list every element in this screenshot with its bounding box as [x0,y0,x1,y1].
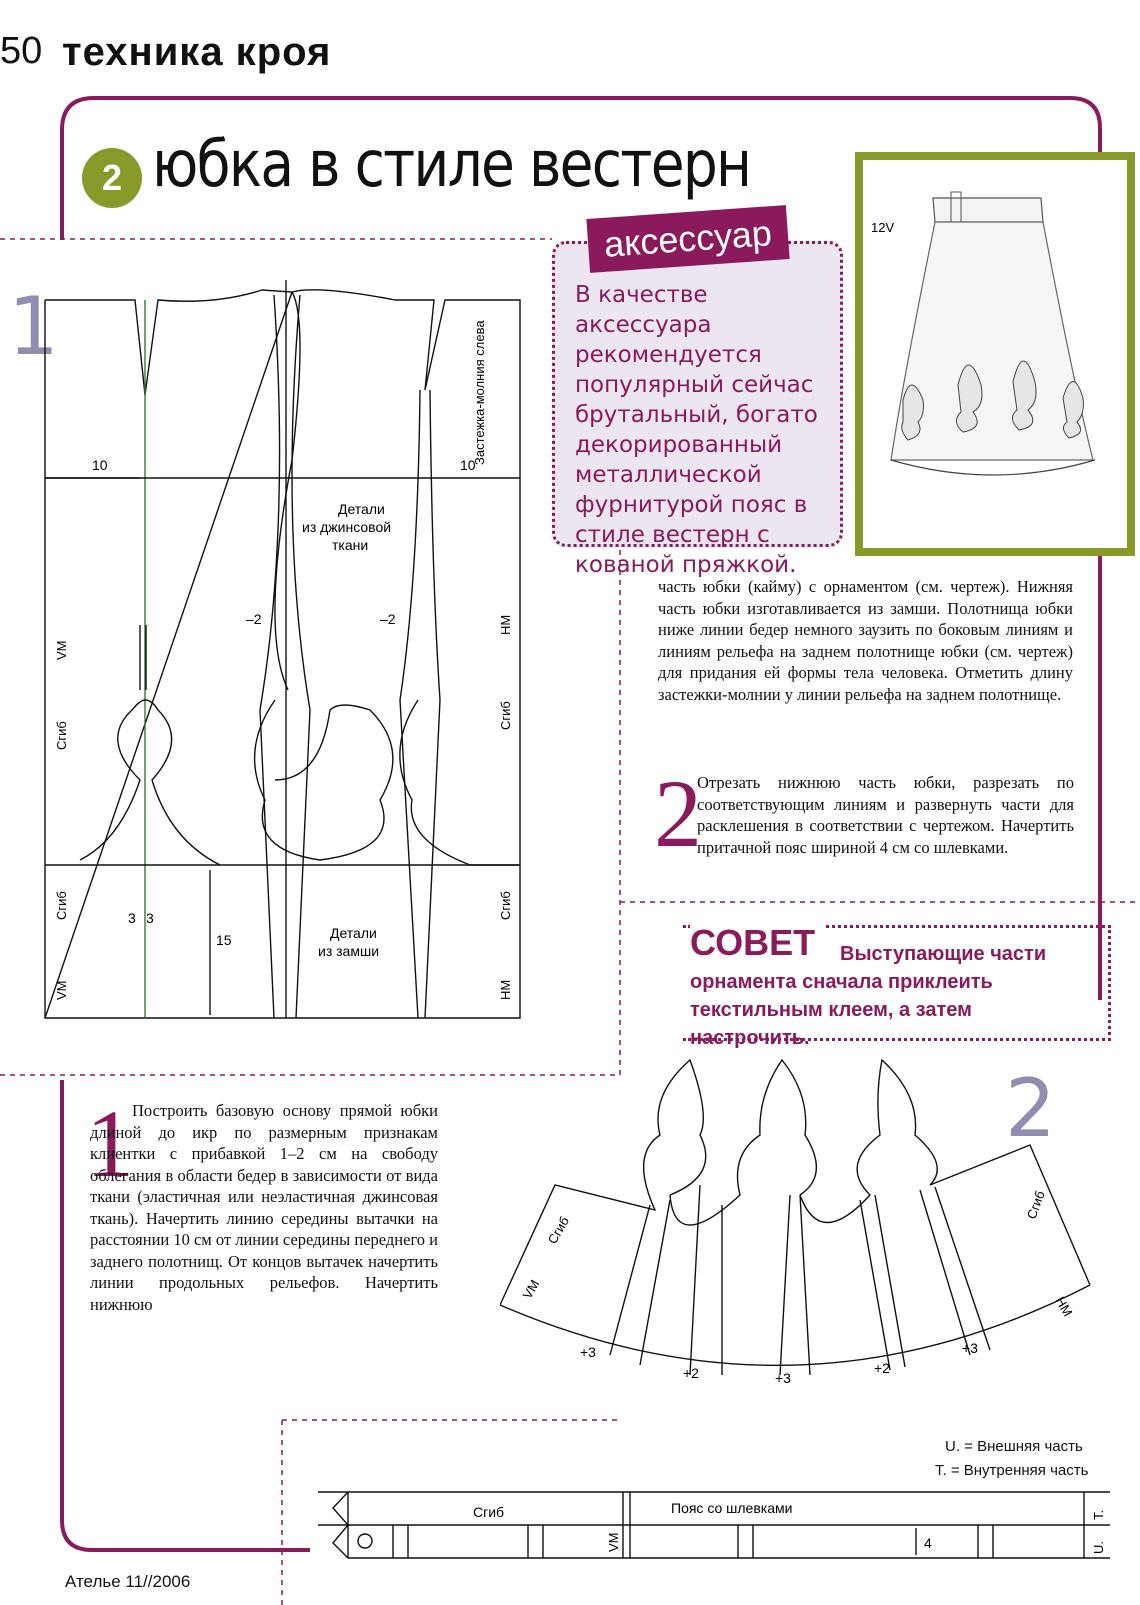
fig2-add-4: +2 [874,1360,890,1376]
fig2-add-3: +3 [775,1370,791,1386]
legend-u: U. = Внешняя часть [945,1438,1083,1455]
label-fold-right-bottom: Сгиб [498,891,513,920]
figure2-pattern [500,1055,1120,1425]
section-badge: 2 [82,148,142,208]
skirt-illustration [863,160,1127,548]
dim-3-left: 3 [128,910,136,926]
dim-3-right: 3 [146,910,154,926]
section-title: техника кроя [62,30,332,74]
label-suede-2: из замши [318,943,380,959]
accessory-text: В качестве аксессуара рекомендуется популярный сейчас брутальный, богато декорированный металлической фурнитурой пояс в стиле вестерн с кованой пряжкой. [575,282,818,578]
fig2-label-fold-left: Сгиб [544,1214,573,1247]
figure2-number: 2 [1005,1062,1056,1155]
label-suede-1: Детали [330,925,377,941]
accessory-tag: аксессуар [586,205,789,273]
label-denim-1: Детали [338,501,385,517]
skirt-sketch [855,152,1135,556]
dim-10-left: 10 [92,457,108,473]
dim-minus2-left: –2 [246,611,262,627]
figure1-pattern [40,280,540,1040]
fig2-label-hm: HM [1052,1294,1076,1320]
waistband-title: Пояс со шлевками [671,1500,793,1516]
label-hm-bottom: HM [498,979,513,1000]
dim-10-right: 10 [460,457,476,473]
step2-text: Отрезать нижнюю часть юбки, разрезать по соответствующим линиям и развернуть части для расклешения в соответствии с чертежом. Начертить притачной пояс шириной 4 см со шлевками. [697,773,1074,857]
waistband-fold: Сгиб [473,1504,505,1520]
label-vm-bottom: VM [54,980,69,1000]
footer-issue: Ателье 11//2006 [65,1572,191,1591]
advice-title: СОВЕТ [690,922,825,964]
label-vm-top: VM [54,640,69,660]
label-fold-left-bottom: Сгиб [54,891,69,920]
label-denim-2: из джинсовой [302,519,392,535]
waistband-vm: VM [606,1532,621,1552]
label-fold-left-top: Сгиб [54,721,69,750]
label-hm-top: HM [498,614,513,635]
fig2-add-1: +3 [580,1344,596,1360]
figure1-number: 1 [8,280,59,373]
step1-number: 1 [86,1090,134,1197]
fig2-add-5: +3 [962,1340,978,1356]
label-zipper: Застежка-молния слева [472,320,487,465]
advice-text: Выступающие части орнамента сначала приклеить текстильным клеем, а затем настрочить. [690,943,1047,1049]
fig2-label-fold-right: Сгиб [1023,1188,1048,1222]
sketch-label: 12V [871,220,895,235]
page-number: 50 [0,30,43,72]
waistband-t: T. [1091,1509,1106,1520]
fig2-add-2: +2 [683,1365,699,1381]
label-denim-3: ткани [332,537,369,553]
dim-15: 15 [216,932,232,948]
legend-t: T. = Внутренняя часть [935,1462,1089,1479]
waistband-width: 4 [924,1535,932,1551]
step1-text: Построить базовую основу прямой юбки длиной до икр по размерным признакам клиентки с прибавкой 1–2 см на свободу облегания в области бедер в зависимости от вида ткани (эластичная или неэластичная джинсовая ткань). Начертить линию середины вытачки на расстоянии 10 см от линии середины переднего и заднего полотнищ. От концов вытачек начертить линии продольных рельефов. Начертить нижнюю [90,1101,439,1314]
fig2-label-vm: VM [519,1277,543,1302]
label-fold-right-top: Сгиб [498,701,513,730]
article-title: юбка в стиле вестерн [152,128,751,202]
body-text-continued: часть юбки (кайму) с орнаментом (см. чертеж). Нижняя часть юбки изготавливается из замши. Полотнища юбки ниже линии бедер немного заузить по боковым линиям и линиям рельефа на заднем полотнище юбки (см. чертеж) для придания ей формы тела человека. Отметить длину застежки-молнии у линии рельефа на заднем полотнище. [658,577,1073,704]
waistband-u: U. [1091,1541,1106,1554]
waistband-pattern [318,1488,1113,1563]
dim-minus2-right: –2 [380,611,396,627]
step2-number: 2 [654,760,702,867]
